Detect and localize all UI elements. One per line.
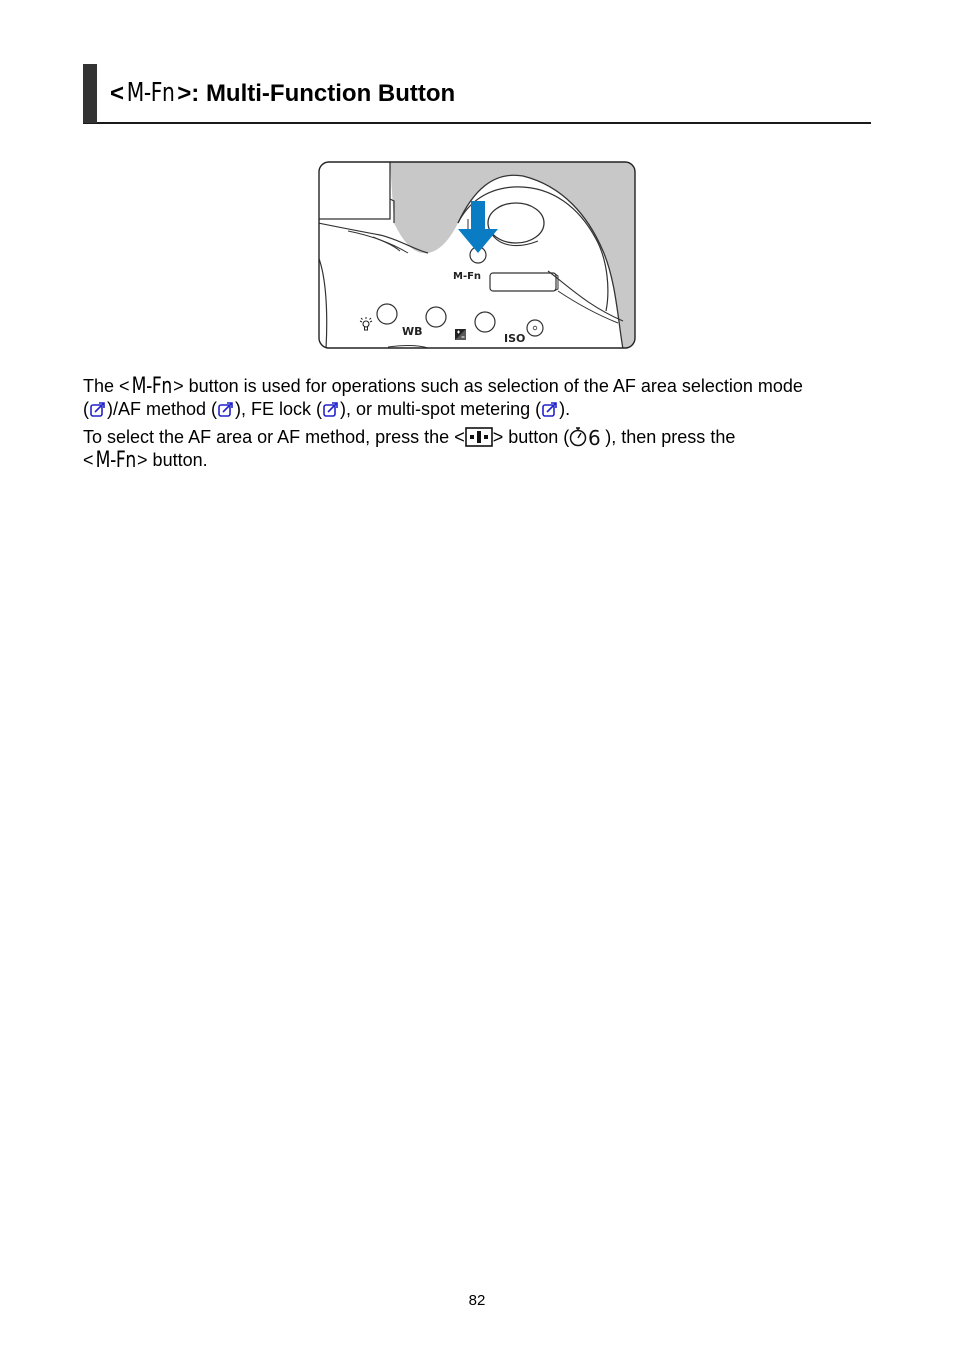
cross-reference-link-icon[interactable]: [89, 400, 107, 418]
timer-digit: 6: [588, 426, 601, 447]
text-run: > button is used for operations such as selection of the AF area selection mode: [173, 376, 803, 396]
figure-label-wb: WB: [402, 325, 423, 338]
text-run: ), then press the: [605, 427, 736, 447]
body-text: [83, 375, 883, 472]
cross-reference-link-icon[interactable]: [541, 400, 559, 418]
page-title: [110, 78, 455, 108]
text-run: ), FE lock (: [235, 399, 323, 419]
text-run: > button (: [492, 427, 570, 447]
text-run: > button.: [137, 450, 208, 470]
section-heading: [83, 64, 871, 124]
figure-label-mfn: M-Fn: [453, 271, 482, 282]
heading-close-bracket: >: [177, 80, 192, 107]
page-number: 82: [468, 1292, 486, 1309]
text-run: ).: [559, 399, 571, 419]
heading-open-bracket: <: [110, 80, 125, 107]
text-run: To select the AF area or AF method, press the <: [83, 427, 465, 447]
heading-suffix: : Multi-Function Button: [191, 80, 456, 107]
text-run: ), or multi-spot metering (: [340, 399, 542, 419]
af-area-selection-icon: [465, 427, 493, 447]
heading-bar: [83, 64, 97, 123]
text-run: <: [83, 450, 94, 470]
text-run: The <: [83, 376, 130, 396]
text-run: )/AF method (: [107, 399, 218, 419]
mfn-button-glyph: M-Fn: [95, 448, 136, 473]
paragraph-mfn-usage: [83, 375, 883, 421]
cross-reference-link-icon[interactable]: [217, 400, 235, 418]
timer-dial-icon: [569, 425, 605, 447]
figure-label-iso: ISO: [504, 332, 526, 345]
mfn-button-glyph: M-Fn: [131, 374, 172, 399]
exposure-comp-icon: [455, 329, 466, 340]
cross-reference-link-icon[interactable]: [322, 400, 340, 418]
text-run: (: [83, 399, 89, 419]
mfn-button-glyph: M-Fn: [126, 78, 175, 108]
paragraph-select-af: [83, 425, 883, 472]
camera-top-illustration: [318, 161, 636, 349]
